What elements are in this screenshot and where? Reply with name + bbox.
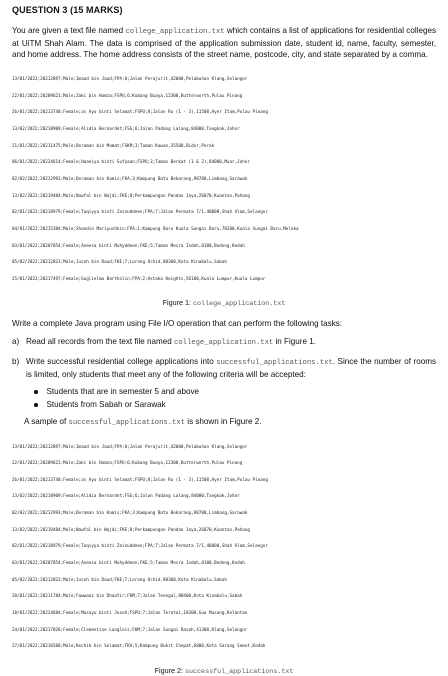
figure2-line: 03/01/2022;20207854;Female;Aneesa binti Muhyddeen;FKE;5;Taman Mesra Indah,8100,Bedong,Kedah [12,561,245,566]
task-a-before: Read all records from the text file named [26,337,175,347]
figure1-line: 13/01/2022;20212897;Male;Imaad bin Jaad;FPA;8;Jalan Perajurit,42000,Pelabuhan Klang,Selangor [12,77,248,83]
criteria-text: Students that are in semester 5 and above [46,387,200,397]
figure1-records [12,66,436,293]
figure2-caption [12,666,436,676]
sample-after: is shown in Figure 2. [185,417,262,427]
figure1-line: 21/01/2022;20211475;Male;Deraman bin Mamat;FSKM;3;Taman Kawan,35500,Bidor,Perak [12,143,215,149]
task-a [12,336,436,349]
criteria-item [34,386,436,397]
figure2-line: 24/01/2022;20217820;Female;Clementine Langlois;FKM;7;Jalan Sungai Rasah,41300,Klang,Selangor [12,627,248,633]
figure2-caption-prefix: Figure 2: [154,665,185,675]
intro-text-2: which contains a list of applications for residential colleges at UiTM Shah Alam. The data is comprised of the application submission date, student id, name, faculty, semester, and home address. The home address consists of the street name, postcode, city, and state separated by a comma. [12,26,436,59]
sample-text [24,417,436,427]
intro-text-1: You are given a text file named [12,26,126,35]
figure1-line: 02/01/2022;20218979;Female;Taqiyya binti Zainuddeen;FPA;7;Jalan Permata 7/1,40000,Shah Alam,Selangor [12,210,268,216]
intro-filename: college_application.txt [125,28,225,36]
criteria-item [34,399,436,410]
figure2-line: 13/02/2022;20219484;Male;Nawfal bin Wajdi;FKE;8;Perkampungan Pandan Jaya,26070,Kuantan,Pahang [12,527,250,533]
figure1-line: 03/01/2022;20207854;Female;Aneesa binti Muhyddeen;FKE;5;Taman Mesra Indah,8100,Bedong,Kedah [12,243,245,249]
sample-before: A sample of [24,417,69,427]
figure2-line: 02/01/2022;20218979;Female;Taqiyya binti Zainuddeen;FPA;7;Jalan Permata 7/1,40000,Shah Alam,Selangor [12,544,268,550]
intro-paragraph [12,25,436,60]
question-title: QUESTION 3 (15 MARKS) [12,5,123,15]
bullet-icon [34,390,38,394]
figure1-line: 25/01/2022;20217497;Female;Guglielma Bartholin;FPA;2;Astaka Heights,56100,Kuala Lumpur,Kuala Lumpur [12,276,266,282]
task-b-text [26,356,436,380]
figure2-line: 27/01/2022;20216500;Male;Kechik bin Selamat;FKA;5;Kampung Bukit Chepat,6800,Kota Sarang Semut,Kedah [12,644,266,650]
figure2-line: 22/01/2022;20209621;Male;Zaki bin Hamza;FSPU;6;Kubang Buaya,12300,Butterworth,Pulau Pinang [12,461,243,467]
figure1-line: 13/02/2022;20218909;Female;Alidia Bernardet;FSG;6;Jalan Padang Lalang,84000,Tangkak,Johor [12,127,240,133]
bullet-icon [34,403,38,407]
task-b-after: . Since the number of rooms is limited, only students that meet any of the following criteria will be accepted: [26,357,436,380]
figure2-line: 13/01/2022;20212897;Male;Imaad bin Jaad;FPA;8;Jalan Perajurit,42000,Pelabuhan Klang,Selangor [12,444,248,450]
figure1-caption-file: college_application.txt [193,300,286,309]
task-b-file: successful_applications.txt [216,359,333,368]
figure2-line: 20/01/2022;20211784;Male;Fawwaaz bin Dhaafir;FKM;7;Jalan Tenegal,88400,Kota Kinabalu,Sabah [12,594,243,600]
figure2-line: 13/02/2022;20218909;Female;Alidia Bernardet;FSG;6;Jalan Padang Lalang,84000,Tangkak,Johor [12,494,240,500]
figure1-line: 13/02/2022;20219484;Male;Nawfal bin Wajdi;FKE;8;Perkampungan Pandan Jaya,26070,Kuantan,Pahang [12,193,250,199]
sample-file: successful_applications.txt [68,419,186,428]
task-a-after: in Figure 1. [273,337,316,347]
figure1-caption [12,298,436,308]
figure1-line: 02/02/2022;20212993;Male;Deraman bin Kamis;FKA;3;Kampung Batu Bekarang,98700,Limbang,Sarawak [12,176,248,182]
figure2-line: 26/01/2022;20213748;Female;as Ayu binti Selamat;FSPU;8;Jalan Ru (1 - 3),11500,Ayer Itam,Pulau Pinang [12,477,268,483]
task-b [12,356,436,380]
task-intro: Write a complete Java program using File I/O operation that can perform the following tasks: [12,319,343,329]
figure1-line: 06/01/2022;20224614;Female;Haaniya binti Sufyaan;FSPU;3;Taman Berkat (1 & 2),84000,Muar,Johor [12,160,250,166]
figure2-line: 02/02/2022;20212993;Male;Deraman bin Kamis;FKA;3;Kampung Batu Bekarang,98700,Limbang,Sarawak [12,511,248,517]
figure2-line: 05/02/2022;20212823;Male;Jusoh bin Daud;FKE;7;Lorong Orkid,88300,Kota Kinabalu,Sabah [12,577,227,583]
criteria-list [12,386,436,410]
figure1-line: 26/01/2022;20213748;Female;as Ayu binti Selamat;FSPU;8;Jalan Ru (1 - 3),11500,Ayer Itam,Pulau Pinang [12,110,268,116]
task-a-text [26,336,436,349]
figure1-caption-prefix: Figure 1: [162,298,194,308]
task-b-letter: b) [12,357,20,367]
figure2-caption-file: successful_applications.txt [185,667,294,676]
task-a-letter: a) [12,337,20,347]
criteria-text: Students from Sabah or Sarawak [46,400,166,410]
task-a-file: college_application.txt [174,339,274,348]
figure1-line: 04/01/2022;20215384;Male;Shandie Mariyushkin;FPA;1;Kampung Baru Kuala Sungai Baru,78200,Kuala Sungai Baru,Melaka [12,226,299,232]
task-b-before: Write successful residential college applications into [26,357,217,367]
figure1-line: 22/01/2022;20209621;Male;Zaki bin Hamza;FSPU;6;Kubang Buaya,12300,Butterworth,Pulau Pinang [12,93,243,99]
figure2-line: 18/01/2022;20224684;Female;Masayu binti Jusoh;FSPU;7;Jalan Teratai,18300,Gua Musang,Kelantan [12,610,248,616]
figure1-line: 05/02/2022;20212823;Male;Jusoh bin Daud;FKE;7;Lorong Orkid,88300,Kota Kinabalu,Sabah [12,260,227,266]
figure2-records [12,433,436,660]
